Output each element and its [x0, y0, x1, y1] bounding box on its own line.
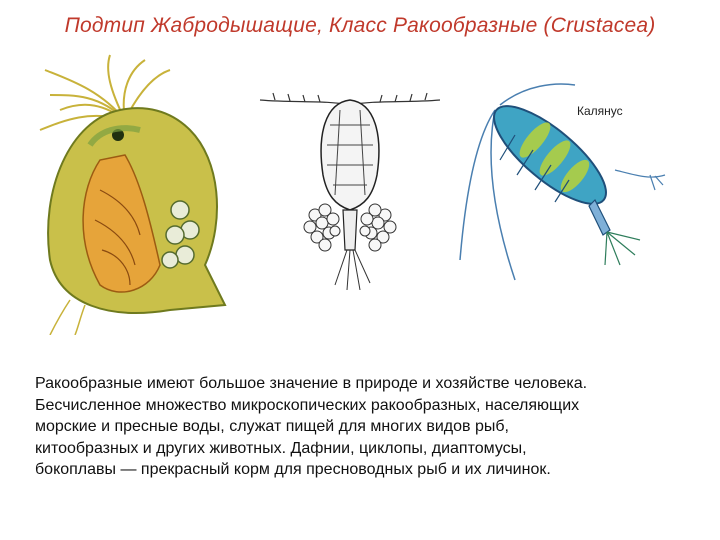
body-paragraph — [35, 373, 695, 481]
body-line: Бесчисленное множество микроскопических ракообразных, населяющих — [35, 396, 580, 414]
calanus-label: Калянус — [577, 104, 623, 118]
slide-title: Подтип Жабродышащие, Класс Ракообразные (Crustacea) — [64, 14, 656, 37]
cyclops-illustration — [255, 85, 445, 290]
calanus-illustration — [455, 80, 670, 295]
body-line: морские и пресные воды, служат пищей для многих видов рыб, — [35, 418, 509, 435]
body-line: китообразных и других животных. Дафнии, циклопы, диаптомусы, — [35, 439, 527, 457]
body-line: бокоплавы — прекрасный корм для пресноводных рыб и их личинок. — [35, 461, 551, 478]
daphnia-illustration — [30, 50, 235, 335]
body-line: Ракообразные имеют большое значение в природе и хозяйстве человека. — [35, 375, 588, 392]
cyclops-body — [321, 100, 379, 210]
